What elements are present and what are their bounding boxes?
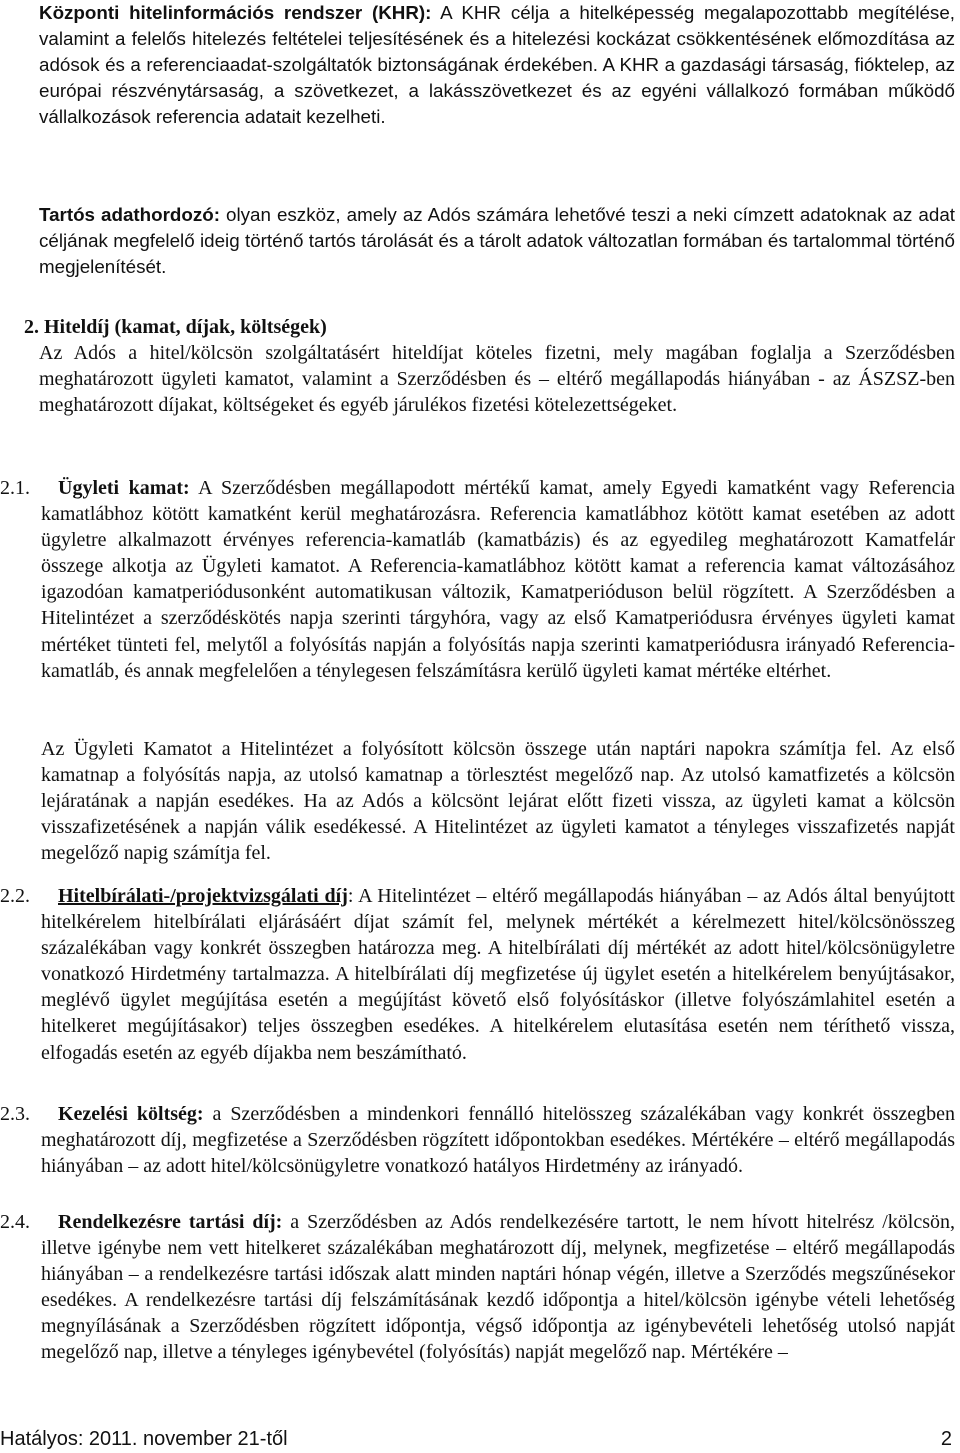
- footer-effective-date: Hatályos: 2011. november 21-től: [0, 1428, 288, 1450]
- tartos-paragraph: [39, 202, 955, 280]
- subsection-2-4-body: [41, 1209, 955, 1366]
- subsection-2-4-text: a Szerződésben az Adós rendelkezésére tartott, le nem hívott hitelrész /kölcsön, illetve igénybe nem vett hitelkeret százalékában meghatározott díj, melynek, megfizetése – eltérő megállapodás hiányában – a rendelkezésre tartási időszak alatt minden naptári hónap végén, illetve a Szerződés megszűnésekor esedékes. A rendelkezésre tartási díj felszámításának kezdő időpontja a hitel/kölcsön igénybe vételi lehetőség megnyílásának a Szerződésben rögzített időpontja, végső időpontja az igénybevételi lehetőség utolsó napját megelőző nap, illetve a tényleges igénybevétel (folyósítás) napját megelőző nap. Mértékére –: [41, 1211, 956, 1364]
- subsection-2-4-term: Rendelkezésre tartási díj:: [58, 1211, 283, 1233]
- subsection-2-1-body-2: [41, 736, 955, 866]
- subsection-2-3-number: 2.3.: [0, 1103, 30, 1125]
- subsection-2-2-text: : A Hitelintézet – eltérő megállapodás hiányában – az Adós által benyújtott hitelkérelem hitelbírálati eljárásáért díjat számít fel, melynek mértékét a kérelmezett hitel/kölcsönösszeg százalékában vagy konkrét összegben határozza meg. A hitelbírálati díj mértékét az adott hitel/kölcsönügyletre vonatkozó Hirdetmény tartalmazza. A hitelbírálati díj megfizetése új ügylet esetén a hitelkérelem benyújtásakor, meglévő ügylet megújítása esetén a megújítást követő első folyósításkor (illetve folyószámlahitel esetén a hitelkeret megújításakor) teljes összegben esedékes. A hitelkérelem elutasítása esetén nem téríthető vissza, elfogadás esetén az egyéb díjakba nem beszámítható.: [41, 885, 955, 1064]
- khr-text: A KHR célja a hitelképesség megalapozottabb megítélése, valamint a felelős hitelezés feltételei teljesítésének és a hitelezési kockázat csökkentésének előmozdítása az adósok és a referenciaadat-szolgáltatók biztonságának érdekében. A KHR a gazdasági társaság, fióktelep, az európai részvénytársaság, a szövetkezet, a lakásszövetkezet és az egyéni vállalkozó formában működő vállalkozások referencia adatait kezelheti.: [39, 2, 955, 127]
- section-2-title: Hiteldíj (kamat, díjak, költségek): [44, 316, 327, 338]
- page-number: 2: [940, 1428, 952, 1450]
- subsection-2-2-term: Hitelbírálati-/projektvizsgálati díj: [58, 885, 348, 907]
- subsection-2-3-body: [41, 1101, 955, 1179]
- section-2-number: 2.: [24, 316, 39, 338]
- subsection-2-1-body: [41, 475, 955, 684]
- subsection-2-1-term: Ügyleti kamat:: [58, 477, 190, 499]
- subsection-2-1-number: 2.1.: [0, 477, 30, 499]
- subsection-2-3-term: Kezelési költség:: [58, 1103, 204, 1125]
- subsection-2-1-text-2: Az Ügyleti Kamatot a Hitelintézet a folyósított kölcsön összege után naptári napokra számítja fel. Az első kamatnap a folyósítás napja, az utolsó kamatnap a törlesztést megelőző nap. Az utolsó kamatfizetés a kölcsön lejáratának a napján esedékes. Ha az Adós a kölcsönt lejárat előtt fizeti vissza, az ügyleti kamat a kölcsön visszafizetésének a napján válik esedékessé. A Hitelintézet az ügyleti kamatot a tényleges visszafizetés napját megelőző napig számítja fel.: [41, 738, 955, 865]
- section-2-text: Az Adós a hitel/kölcsön szolgáltatásért hiteldíjat köteles fizetni, mely magában foglalja a Szerződésben meghatározott ügyleti kamatot, valamint a Szerződésben és – eltérő megállapodás hiányában - az ÁSZSZ-ben meghatározott díjakat, költségeket és egyéb járulékos fizetési kötelezettségeket.: [39, 342, 955, 417]
- subsection-2-3-text: a Szerződésben a mindenkori fennálló hitelösszeg százalékában vagy konkrét összegben meghatározott díj, megfizetése a Szerződésben rögzített időpontokban esedékes. Mértékére – eltérő megállapodás hiányában – az adott hitel/kölcsönügyletre vonatkozó hatályos Hirdetmény az irányadó.: [41, 1103, 956, 1178]
- subsection-2-2-body: [41, 883, 955, 1066]
- khr-paragraph: [39, 0, 955, 130]
- subsection-2-1-text: A Szerződésben megállapodott mértékű kamat, amely Egyedi kamatként vagy Referencia kamatlábhoz kötött kamatként kerül meghatározásra. Referencia kamatlábhoz kötött kamat esetében az adott ügyletre alkalmazott érvényes referencia-kamatláb (kamatbázis) és az egyedileg meghatározott Kamatfelár összege alkotja az Ügyleti kamatot. A Referencia-kamatlábhoz kötött kamat a referencia kamat változásához igazodóan kamatperiódusonként automatikusan változik, Kamatperióduson belül rögzített. A Szerződésben a Hitelintézet a szerződéskötés napja szerinti tárgyhóra, vagy az első Kamatperiódusra érvényes ügyleti kamat mértéket tünteti fel, melytől a folyósítás napján a folyósítás napja szerinti kamatperiódusra irányadó Referencia-kamatláb, és annak megfelelően a ténylegesen felszámításra kerülő ügyleti kamat mértéke eltérhet.: [41, 477, 955, 682]
- page-footer: [0, 1426, 955, 1452]
- section-2-heading: [0, 314, 327, 340]
- subsection-2-4-number: 2.4.: [0, 1211, 30, 1233]
- subsection-2-2-number: 2.2.: [0, 885, 30, 907]
- khr-term: Központi hitelinformációs rendszer (KHR):: [39, 2, 432, 23]
- section-2-paragraph: [39, 340, 955, 418]
- tartos-term: Tartós adathordozó:: [39, 204, 220, 225]
- tartos-text: olyan eszköz, amely az Adós számára lehetővé teszi a neki címzett adatoknak az adat céljának megfelelő ideig történő tartós tárolását és a tárolt adatok változatlan formában és tartalommal történő megjelenítését.: [39, 204, 955, 277]
